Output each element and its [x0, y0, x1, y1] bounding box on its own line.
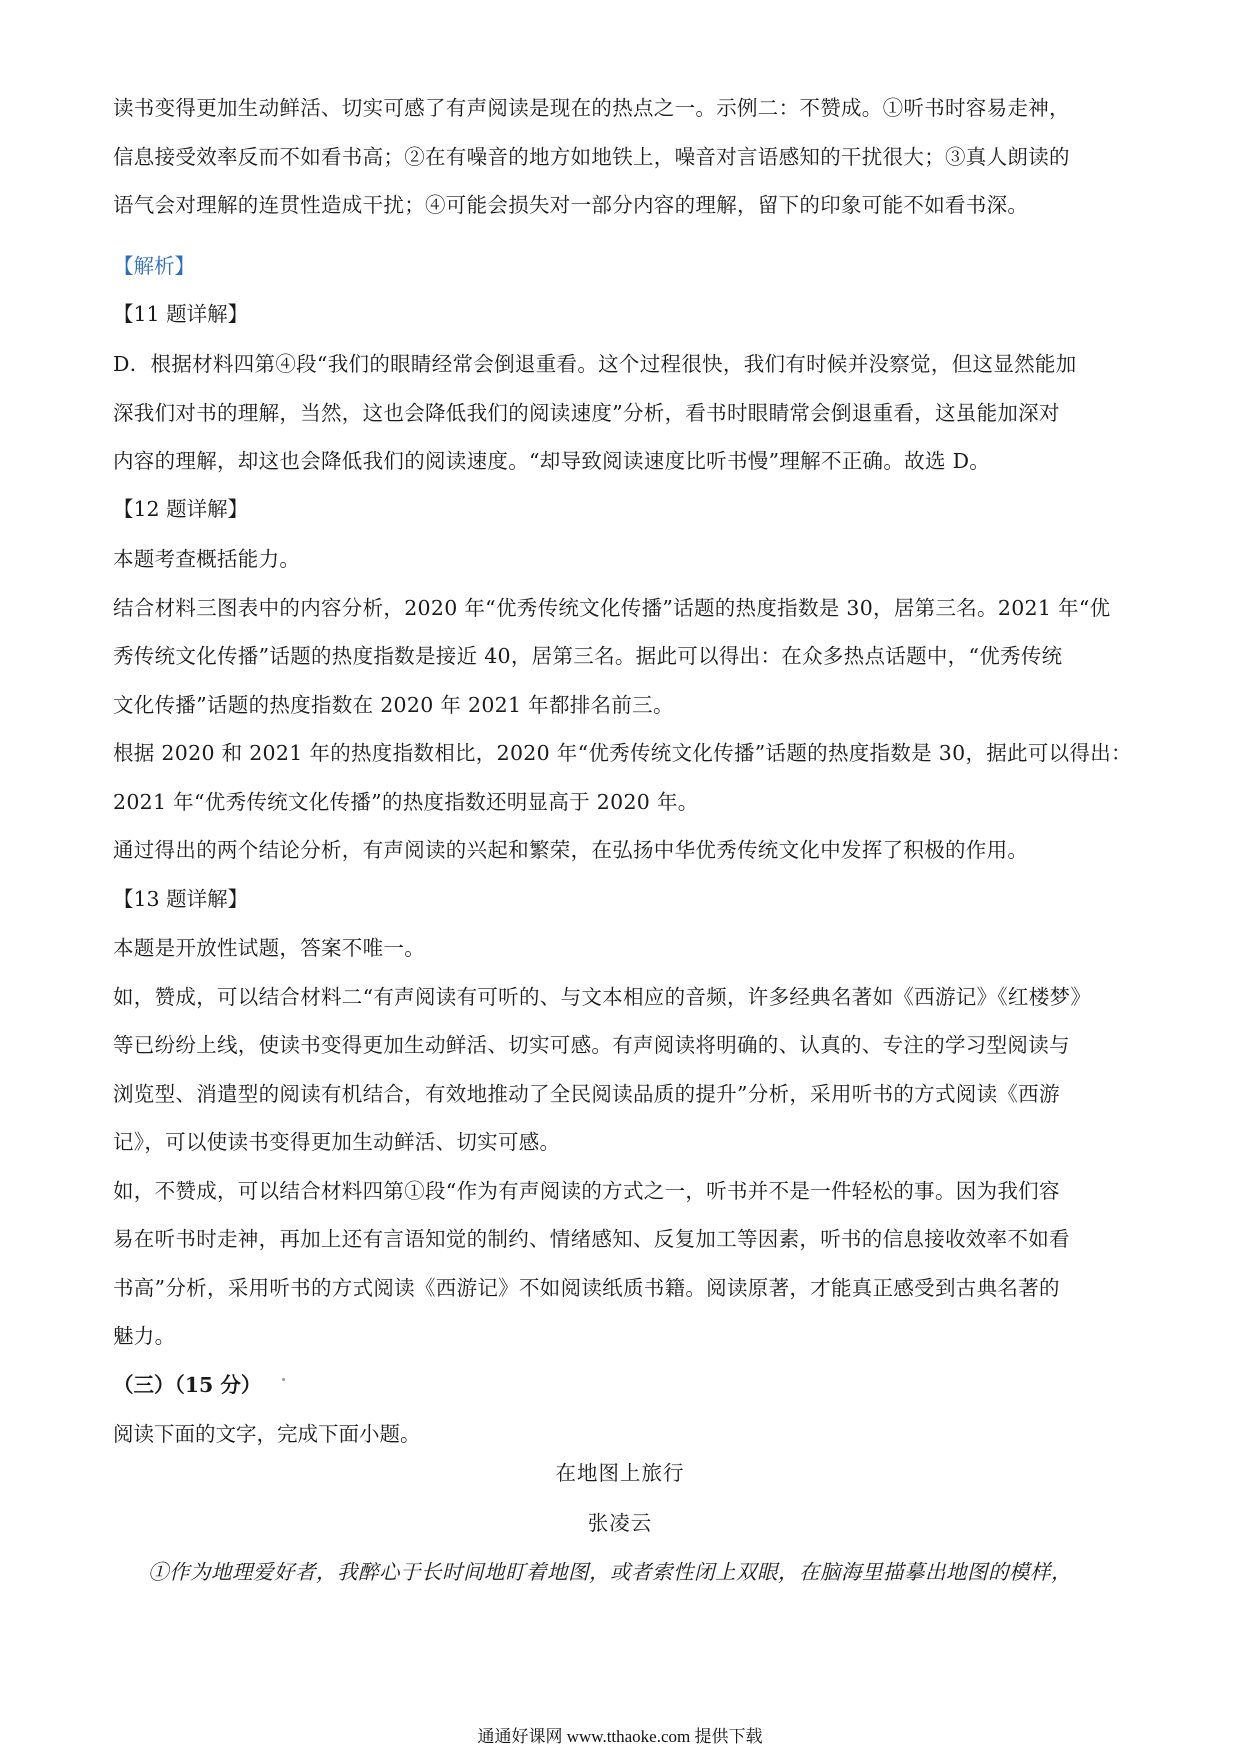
q11-title: 【11 题详解】: [113, 302, 249, 326]
story-first-line: ①作为地理爱好者，我醉心于长时间地盯着地图，或者索性闭上双眼，在脑海里描摹出地图的模样，: [148, 1560, 1072, 1584]
text-line: 语气会对理解的连贯性造成干扰；④可能会损失对一部分内容的理解，留下的印象可能不如看书深。: [113, 193, 1029, 217]
text-line: 浏览型、消遣型的阅读有机结合，有效地推动了全民阅读品质的提升”分析，采用听书的方式阅读《西游: [113, 1081, 1060, 1106]
text-line: 秀传统文化传播”话题的热度指数是接近 40，居第三名。据此可以得出：在众多热点话题中，“优秀传统: [113, 644, 1063, 668]
analysis-label: 【解析】: [113, 254, 195, 278]
text-line: 易在听书时走神，再加上还有言语知觉的制约、情绪感知、反复加工等因素，听书的信息接收效率不如看: [113, 1227, 1070, 1251]
text-line: 魅力。: [113, 1324, 176, 1348]
answer-example-paragraph: [113, 84, 1133, 230]
text-line: 书高”分析，采用听书的方式阅读《西游记》不如阅读纸质书籍。阅读原著，才能真正感受到古典名著的: [113, 1275, 1060, 1300]
text-line: D．根据材料四第④段“我们的眼睛经常会倒退重看。这个过程很快，我们有时候并没察觉，但这显然能加: [113, 352, 1077, 376]
q13-paragraph: [113, 924, 1133, 1361]
text-line: 深我们对书的理解，当然，这也会降低我们的阅读速度”分析，看书时眼睛常会倒退重看，这虽能加深对: [113, 400, 1060, 425]
q12-title: 【12 题详解】: [113, 497, 249, 521]
story-author: 张凌云: [587, 1511, 653, 1535]
text-line: 内容的理解，却这也会降低我们的阅读速度。“却导致阅读速度比听书慢”理解不正确。故选 D。: [113, 449, 991, 473]
story-title: 在地图上旅行: [555, 1461, 685, 1485]
q11-paragraph: [113, 340, 1133, 486]
text-line: 如，赞成，可以结合材料二“有声阅读有可听的、与文本相应的音频，许多经典名著如《西游记》《红楼梦》: [113, 984, 1092, 1009]
section-three-title: （三）（15 分）: [113, 1373, 262, 1397]
text-line: 通过得出的两个结论分析，有声阅读的兴起和繁荣，在弘扬中华优秀传统文化中发挥了积极的作用。: [113, 838, 1029, 862]
page-footer: 通通好课网 www.tthaoke.com 提供下载: [477, 1727, 763, 1746]
text-line: 信息接受效率反而不如看书高；②在有噪音的地方如地铁上，噪音对言语感知的干扰很大；③真人朗读的: [113, 144, 1070, 169]
q13-title: 【13 题详解】: [113, 887, 249, 911]
text-line: 等已纷纷上线，使读书变得更加生动鲜活、切实可感。有声阅读将明确的、认真的、专注的学习型阅读与: [113, 1033, 1070, 1057]
text-line: 如，不赞成，可以结合材料四第①段“作为有声阅读的方式之一，听书并不是一件轻松的事。因为我们容: [113, 1178, 1060, 1203]
section-three-instruction: 阅读下面的文字，完成下面小题。: [113, 1422, 421, 1446]
text-line: 结合材料三图表中的内容分析，2020 年“优秀传统文化传播”话题的热度指数是 30，居第三名。2021 年“优: [113, 595, 1111, 620]
scan-dot: [282, 1378, 285, 1381]
text-line: 2021 年“优秀传统文化传播”的热度指数还明显高于 2020 年。: [113, 789, 699, 814]
text-line: 读书变得更加生动鲜活、切实可感了有声阅读是现在的热点之一。示例二：不赞成。①听书时容易走神，: [113, 96, 1070, 120]
text-line: 本题考查概括能力。: [113, 547, 301, 571]
text-line: 记》，可以使读书变得更加生动鲜活、切实可感。: [113, 1130, 561, 1154]
text-line: 本题是开放性试题，答案不唯一。: [113, 936, 425, 960]
text-line: 文化传播”话题的热度指数在 2020 年 2021 年都排名前三。: [113, 692, 674, 717]
text-line: 根据 2020 和 2021 年的热度指数相比，2020 年“优秀传统文化传播”话题的热度指数是 30，据此可以得出：: [113, 741, 1132, 765]
q12-paragraph: [113, 535, 1133, 875]
